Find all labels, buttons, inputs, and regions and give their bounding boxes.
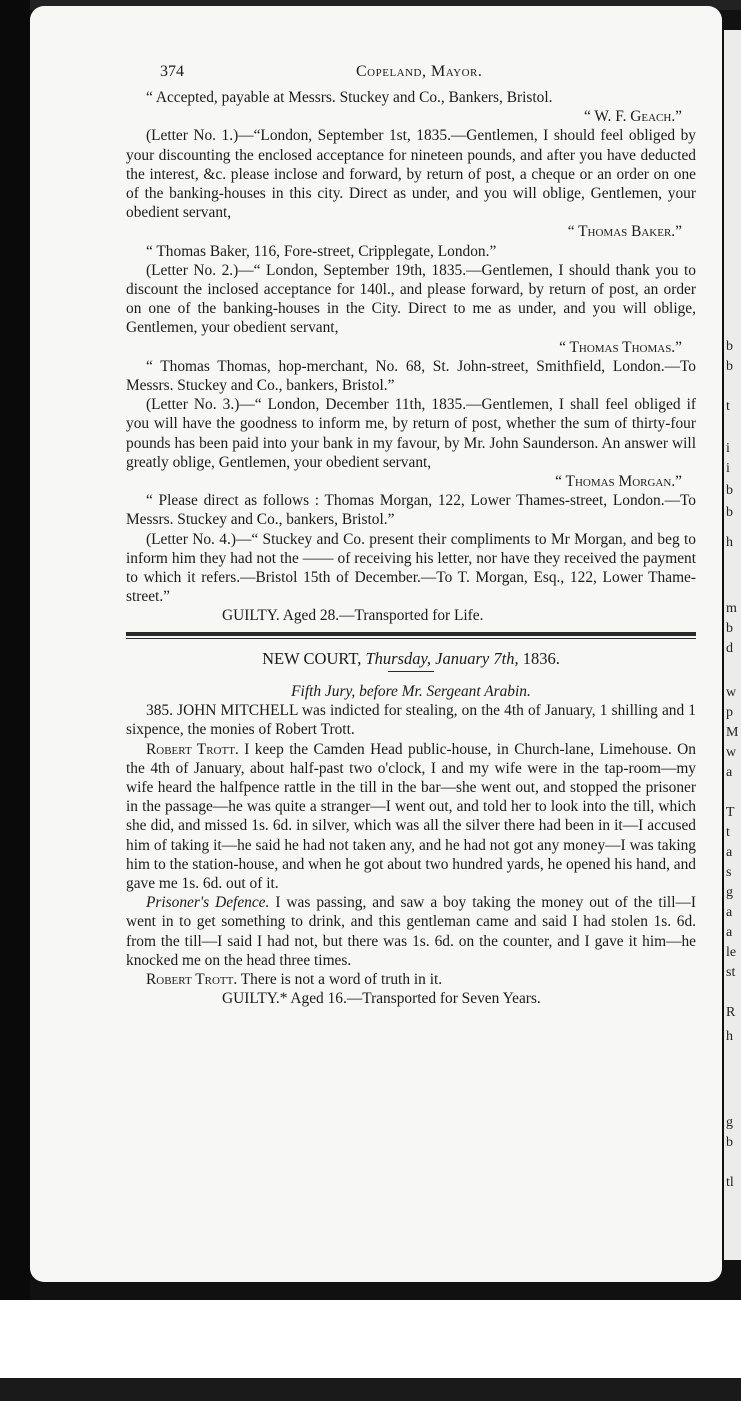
letter-2: (Letter No. 2.)—“ London, September 19th, 1835.—Gentlemen, I should thank you to discount the inclosed acceptance for 140l., and please forward, by return of post, an order on one of the banking-houses in the City. Direct to me as under, and you will oblige, Gentlemen, your obedient servant, bbox=[126, 261, 696, 337]
facing-page-fragment: m bbox=[726, 601, 737, 616]
court-name: NEW COURT, bbox=[262, 648, 362, 668]
running-title: Copeland, Mayor. bbox=[356, 63, 483, 80]
letter-4: (Letter No. 4.)—“ Stuckey and Co. present their compliments to Mr Morgan, and beg to inform him they had not the —— of receiving his letter, nor have they received the payment to which it refers.—Bristol 15th of December.—To T. Morgan, Esq., 122, Lower Thame-street.” bbox=[126, 530, 696, 606]
address-baker: “ Thomas Baker, 116, Fore-street, Cripplegate, London.” bbox=[146, 242, 497, 260]
defence-text: I was passing, and saw a boy taking the money out of the till—I went in to get something to drink, and this gentleman came and said I had stolen 1s. 6d. from the till—I said I had not, but there was 1s. 6d. on the counter, and I gave it him—he knocked me on the head three times. bbox=[126, 894, 696, 969]
court-heading bbox=[126, 649, 696, 668]
facing-page-fragment: p bbox=[726, 705, 733, 720]
facing-page-fragment: M bbox=[726, 725, 739, 740]
testimony-trott-rebuttal bbox=[126, 970, 696, 989]
facing-page-fragment: b bbox=[726, 483, 733, 498]
page-number: 374 bbox=[160, 63, 184, 80]
signature-thomas: “ Thomas Thomas.” bbox=[559, 338, 682, 356]
facing-page-fragment: a bbox=[726, 905, 733, 920]
facing-page-fragment: b bbox=[726, 1135, 733, 1150]
facing-page-fragment: t bbox=[726, 399, 730, 414]
court-date: Thursday, January 7th, bbox=[365, 648, 519, 668]
testimony-text: I keep the Camden Head public-house, in Church-lane, Limehouse. On the 4th of January, about half-past two o'clock, I and my wife were in the tap-room—my wife heard the halfpence rattle in the till in the bar—she went out, and stopped the prisoner in the passage—he was quite a stranger—I went out, and told her to look into the till, which she did, and missed 1s. 6d. in silver, which was all the silver there had been in it—I accused him of taking it—he said he had not taken any, and he had not got any money—I was taking him to the station-house, and when he got about two hundred yards, he opened his hand, and gave me 1s. 6d. out of it. bbox=[126, 740, 696, 892]
address-thomas: “ Thomas Thomas, hop-merchant, No. 68, St. John-street, Smithfield, London.—To Messrs. Stuckey and Co., bankers, Bristol.” bbox=[126, 357, 696, 395]
facing-page-fragment: a bbox=[726, 765, 733, 780]
facing-page-fragment: b bbox=[726, 505, 733, 520]
facing-page-fragment: h bbox=[726, 535, 733, 550]
letter-3: (Letter No. 3.)—“ London, December 11th, 1835.—Gentlemen, I shall feel obliged if you will have the goodness to inform me, by return of post, whether the sum of thirty-four pounds has been paid into your bank in my favour, by Mr. John Saunderson. An answer will greatly oblige, Gentlemen, your obedient servant, bbox=[126, 396, 696, 471]
facing-page-fragment: a bbox=[726, 845, 733, 860]
facing-page-fragment: a bbox=[726, 925, 733, 940]
facing-page-edge bbox=[724, 30, 741, 1260]
section-divider bbox=[126, 632, 696, 639]
facing-page-fragment: b bbox=[726, 621, 733, 636]
facing-page-fragment: t bbox=[726, 825, 730, 840]
facing-page-fragment: g bbox=[726, 1115, 733, 1130]
testimony-trott bbox=[126, 740, 696, 894]
jury-text: Fifth Jury, before Mr. Sergeant Arabin. bbox=[291, 682, 531, 700]
facing-page-fragment: st bbox=[726, 965, 736, 980]
facing-page-fragment: R bbox=[726, 1005, 736, 1020]
witness-name: Robert Trott. bbox=[146, 970, 238, 988]
facing-page-fragment: tl bbox=[726, 1175, 734, 1190]
signature-morgan: “ Thomas Morgan.” bbox=[555, 473, 682, 491]
verdict-first-case: GUILTY. Aged 28.—Transported for Life. bbox=[222, 607, 484, 625]
facing-page-fragment: T bbox=[726, 805, 735, 820]
jury-line bbox=[126, 682, 696, 701]
letter-1: (Letter No. 1.)—“London, September 1st, 1835.—Gentlemen, I should feel obliged by your discounting the enclosed acceptance for nineteen pounds, and after you have deducted the interest, &c. please inclose and forward, by return of post, a cheque or an order on one of the banking-houses in this city. Direct as under, and you will oblige, Gentlemen, your obedient servant, bbox=[126, 127, 696, 222]
scan-bottom-edge bbox=[0, 1378, 741, 1401]
facing-page-fragment: le bbox=[726, 945, 737, 960]
verdict-second-case: GUILTY.* Aged 16.—Transported for Seven Years. bbox=[222, 990, 541, 1008]
scan-margin bbox=[0, 1300, 741, 1378]
facing-page-fragment: i bbox=[726, 441, 730, 456]
address-morgan: “ Please direct as follows : Thomas Morgan, 122, Lower Thames-street, London.—To Messrs. Stuckey and Co., bankers, Bristol.” bbox=[126, 492, 696, 529]
facing-page-fragment: b bbox=[726, 339, 733, 354]
court-year: 1836. bbox=[522, 648, 560, 668]
signature-geach: “ W. F. Geach.” bbox=[584, 108, 682, 126]
facing-page-fragment: w bbox=[726, 685, 737, 700]
facing-page-fragment: s bbox=[726, 865, 732, 880]
facing-page-fragment: h bbox=[726, 1029, 733, 1044]
book-binding-edge bbox=[0, 0, 30, 1300]
acceptance-line: “ Accepted, payable at Messrs. Stuckey and Co., Bankers, Bristol. bbox=[146, 89, 553, 106]
heading-rule bbox=[388, 671, 434, 672]
page-header bbox=[126, 62, 696, 88]
facing-page-fragment: b bbox=[726, 359, 733, 374]
case-statement: 385. JOHN MITCHELL was indicted for stealing, on the 4th of January, 1 shilling and 1 sixpence, the monies of Robert Trott. bbox=[126, 702, 696, 739]
facing-page-fragment: d bbox=[726, 641, 733, 656]
facing-page-fragment: i bbox=[726, 461, 730, 476]
witness-name: Robert Trott. bbox=[146, 740, 239, 758]
prisoner-defence bbox=[126, 893, 696, 970]
rebuttal-text: There is not a word of truth in it. bbox=[240, 970, 443, 988]
facing-page-fragment: g bbox=[726, 885, 733, 900]
defence-label: Prisoner's Defence. bbox=[146, 894, 270, 912]
facing-page-fragment: w bbox=[726, 745, 737, 760]
signature-baker: “ Thomas Baker.” bbox=[567, 223, 682, 241]
page-content bbox=[126, 62, 696, 1008]
